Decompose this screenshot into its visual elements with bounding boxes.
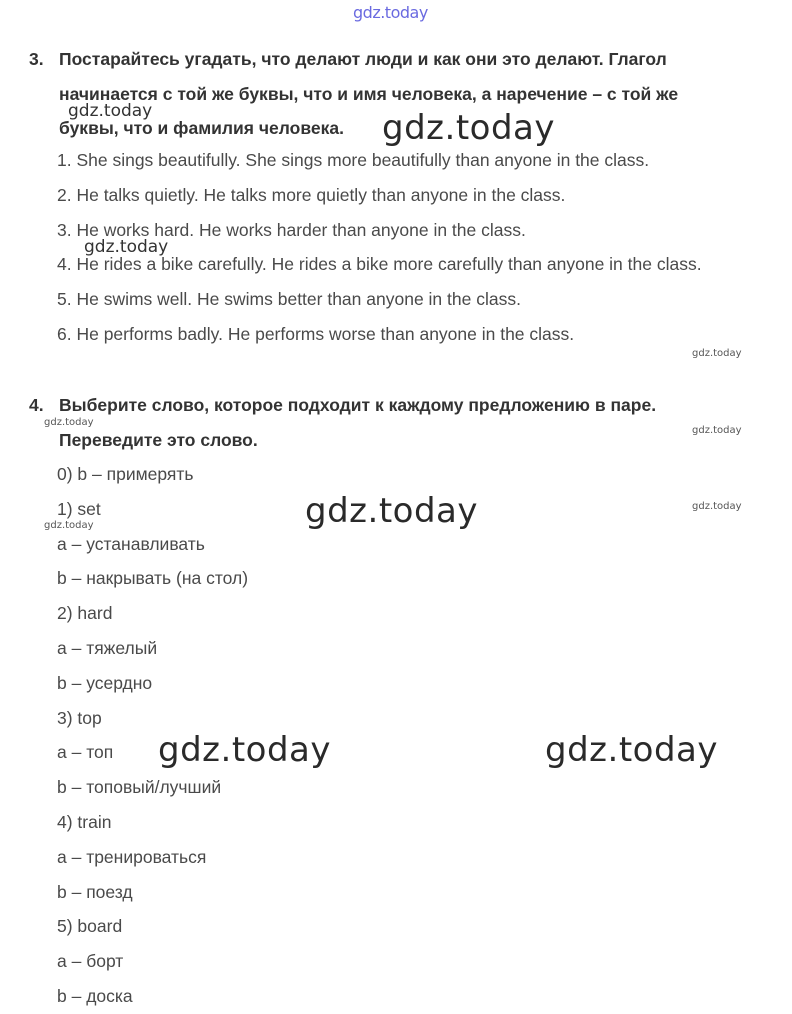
task-3-heading-line-1: Постарайтесь угадать, что делают люди и как они это делают. Глагол [59,49,667,69]
answer-3b: b – топовый/лучший [57,777,222,798]
task-4-heading-line-2: Переведите это слово. [59,429,258,450]
answer-4: 4) train [57,811,112,832]
answer-3: 3) top [57,707,102,728]
task-4-heading-line-1: Выберите слово, которое подходит к каждому предложению в паре. [59,395,657,415]
answer-1: 1) set [57,498,101,519]
watermark: gdz.today [545,730,718,770]
answer-4a: a – тренироваться [57,846,207,867]
watermark: gdz.today [692,425,742,436]
sentence-4: 4. He rides a bike carefully. He rides a bike more carefully than anyone in the class. [57,254,702,275]
sentence-2: 2. He talks quietly. He talks more quietly than anyone in the class. [57,184,566,205]
answer-5a: a – борт [57,951,124,972]
sentence-1: 1. She sings beautifully. She sings more beautifully than anyone in the class. [57,150,650,170]
watermark: gdz.today [44,417,94,428]
watermark: gdz.today [692,501,742,512]
answer-3a: a – топ [57,742,114,763]
answer-1b: b – накрывать (на стол) [57,568,249,589]
answer-5b: b – доска [57,985,133,1006]
sentence-5: 5. He swims well. He swims better than anyone in the class. [57,289,521,310]
answer-1a: a – устанавливать [57,533,205,554]
watermark: gdz.today [158,730,331,770]
watermark: gdz.today [305,491,478,531]
watermark: gdz.today [68,101,153,121]
watermark: gdz.today [84,237,169,257]
answer-2b: b – усердно [57,672,153,693]
answer-0: 0) b – примерять [57,464,194,484]
task-3-number: 3. [29,49,44,69]
answer-4b: b – поезд [57,881,133,902]
sentence-6: 6. He performs badly. He performs worse than anyone in the class. [57,323,575,344]
task-4-number: 4. [29,395,44,415]
answer-2: 2) hard [57,603,113,624]
answer-5: 5) board [57,916,123,937]
task-3-heading-line-2: начинается с той же буквы, что и имя человека, а наречение – с той же [59,83,679,104]
watermark: gdz.today [44,520,94,531]
task-3-heading-line-3: буквы, что и фамилия человека. [59,118,344,138]
task-4-heading [29,388,785,457]
watermark: gdz.today [692,348,742,359]
watermark: gdz.today [382,108,555,148]
answer-2a: a – тяжелый [57,637,158,658]
watermark-top: gdz.today [353,3,428,22]
task-4 [29,388,785,457]
sentence-3: 3. He works hard. He works harder than anyone in the class. [57,219,526,240]
